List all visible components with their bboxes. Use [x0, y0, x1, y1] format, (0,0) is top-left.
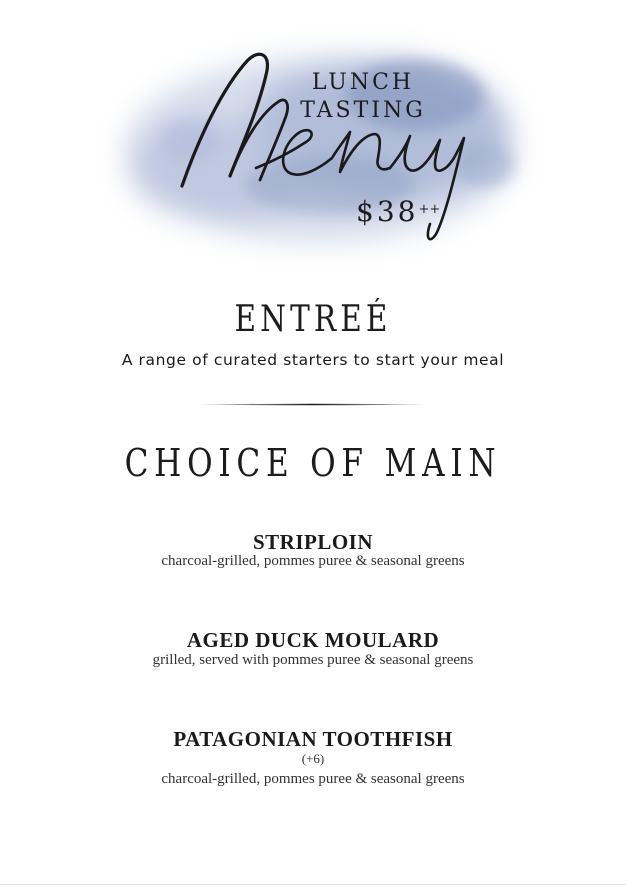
- dish-description-duck: grilled, served with pommes puree & seasonal greens: [152, 652, 474, 668]
- dish-description-striploin: charcoal-grilled, pommes puree & seasonal greens: [161, 553, 465, 569]
- dish-name-duck: AGED DUCK MOULARD: [186, 628, 440, 652]
- header-title-lunch: LUNCH: [311, 70, 415, 95]
- entree-description: A range of curated starters to start your meal: [121, 351, 505, 369]
- price-suffix: ++: [418, 202, 441, 217]
- menu-price: [356, 196, 440, 228]
- menu-header: [80, 20, 550, 280]
- page-bottom-edge: [0, 884, 626, 885]
- dish-name-toothfish: PATAGONIAN TOOTHFISH: [173, 727, 453, 751]
- main-course-heading: CHOICE OF MAIN: [124, 441, 502, 485]
- header-title-tasting: TASTING: [300, 98, 426, 123]
- dish-name-striploin: STRIPLOIN: [252, 530, 374, 554]
- dish-description-toothfish: charcoal-grilled, pommes puree & seasonal greens: [161, 771, 465, 787]
- entree-heading: ENTREÉ: [234, 299, 392, 340]
- dish-surcharge-toothfish: (+6): [301, 751, 325, 766]
- price-value: $38: [356, 195, 419, 228]
- script-menu-lettering: [80, 20, 550, 280]
- section-divider: [195, 403, 431, 406]
